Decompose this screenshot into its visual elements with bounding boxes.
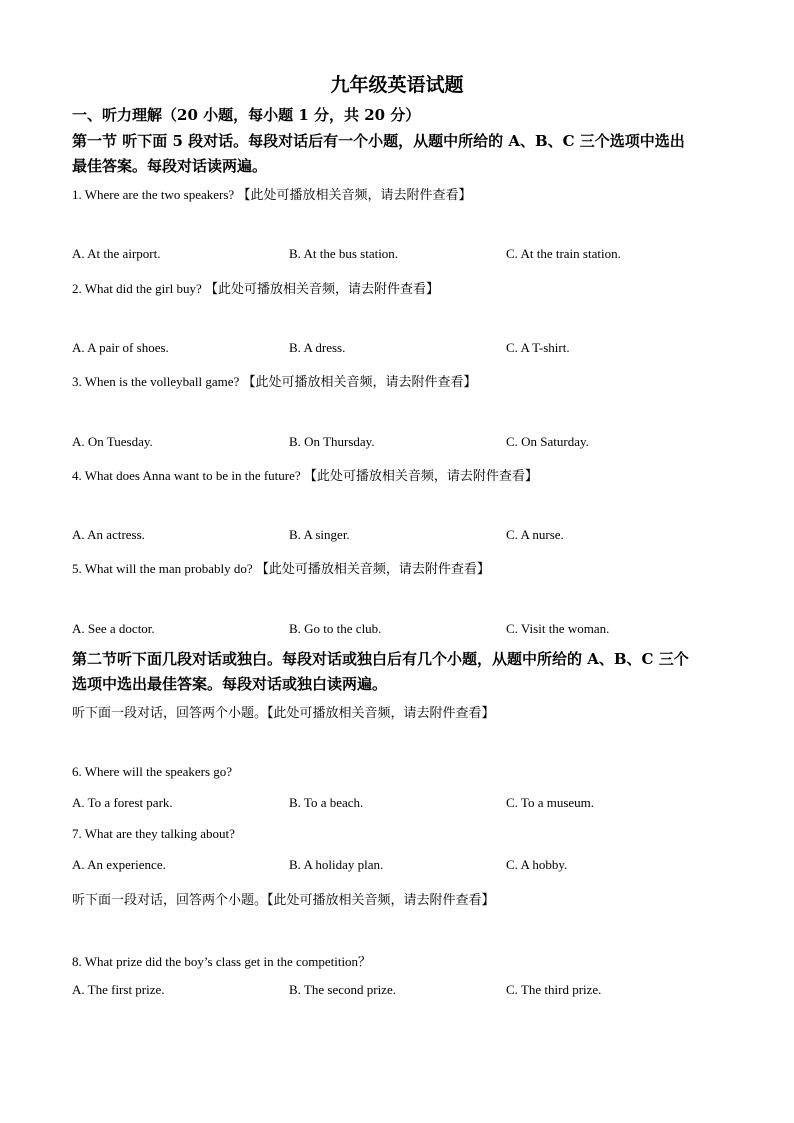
- option-c: C. A hobby.: [506, 857, 568, 872]
- option-a: A. An actress.: [72, 527, 145, 542]
- option-b: B. The second prize.: [289, 982, 396, 997]
- option-b: B. A dress.: [289, 340, 346, 355]
- option-a: A. See a doctor.: [72, 621, 155, 636]
- question-text: 1. Where are the two speakers?: [72, 187, 235, 202]
- audio-link[interactable]: 【此处可播放相关音频，请去附件查看】: [255, 562, 490, 577]
- audio-link[interactable]: 【此处可播放相关音频，请去附件查看】: [237, 188, 472, 203]
- question-text: 3. When is the volleyball game?: [72, 374, 240, 389]
- question-text: 7. What are they talking about?: [72, 826, 235, 841]
- part1-heading: 一、听力理解（20 小题，每小题 1 分，共 20 分）: [72, 106, 421, 124]
- option-b: B. A holiday plan.: [289, 857, 384, 872]
- option-c: C. To a museum.: [506, 795, 595, 810]
- question-7: [72, 826, 235, 842]
- question-text: 6. Where will the speakers go?: [72, 764, 233, 779]
- option-a: A. To a forest park.: [72, 795, 173, 810]
- option-a: A. An experience.: [72, 857, 166, 872]
- exam-title: 九年级英语试题: [330, 74, 464, 96]
- section2-instructions-line1: 第二节听下面几段对话或独白。每段对话或独白后有几个小题，从题中所给的 A、B、C 三个: [72, 650, 689, 668]
- dialogue-note-1[interactable]: 听下面一段对话，回答两个小题。【此处可播放相关音频，请去附件查看】: [72, 706, 495, 721]
- question-3: [72, 371, 477, 390]
- question-6: [72, 764, 232, 780]
- option-b: B. To a beach.: [289, 795, 364, 810]
- section1-instructions-line2: 最佳答案。每段对话读两遍。: [72, 157, 268, 175]
- question-text: 5. What will the man probably do?: [72, 561, 253, 576]
- audio-link[interactable]: 【此处可播放相关音频，请去附件查看】: [242, 375, 477, 390]
- question-8: [72, 951, 371, 970]
- option-a: A. At the airport.: [72, 246, 161, 261]
- option-c: C. Visit the woman.: [506, 621, 610, 636]
- question-1: [72, 184, 471, 203]
- question-text: 8. What prize did the boy’s class get in the competition？: [72, 954, 372, 969]
- option-c: C. A T-shirt.: [506, 340, 570, 355]
- option-c: C. A nurse.: [506, 527, 564, 542]
- question-2: [72, 278, 439, 297]
- section1-instructions-line1: 第一节 听下面 5 段对话。每段对话后有一个小题，从题中所给的 A、B、C 三个选项中选出: [72, 132, 685, 150]
- question-text: 4. What does Anna want to be in the future?: [72, 468, 301, 483]
- audio-link[interactable]: 【此处可播放相关音频，请去附件查看】: [303, 469, 538, 484]
- option-a: A. A pair of shoes.: [72, 340, 169, 355]
- option-c: C. On Saturday.: [506, 434, 589, 449]
- option-b: B. A singer.: [289, 527, 350, 542]
- option-a: A. On Tuesday.: [72, 434, 153, 449]
- question-5: [72, 558, 490, 577]
- option-b: B. At the bus station.: [289, 246, 399, 261]
- option-c: C. At the train station.: [506, 246, 621, 261]
- option-b: B. On Thursday.: [289, 434, 375, 449]
- option-b: B. Go to the club.: [289, 621, 382, 636]
- option-a: A. The first prize.: [72, 982, 165, 997]
- audio-link[interactable]: 【此处可播放相关音频，请去附件查看】: [204, 282, 439, 297]
- dialogue-note-2[interactable]: 听下面一段对话，回答两个小题。【此处可播放相关音频，请去附件查看】: [72, 893, 495, 908]
- option-c: C. The third prize.: [506, 982, 602, 997]
- question-text: 2. What did the girl buy?: [72, 281, 202, 296]
- section2-instructions-line2: 选项中选出最佳答案。每段对话或独白读两遍。: [72, 675, 388, 693]
- question-4: [72, 465, 538, 484]
